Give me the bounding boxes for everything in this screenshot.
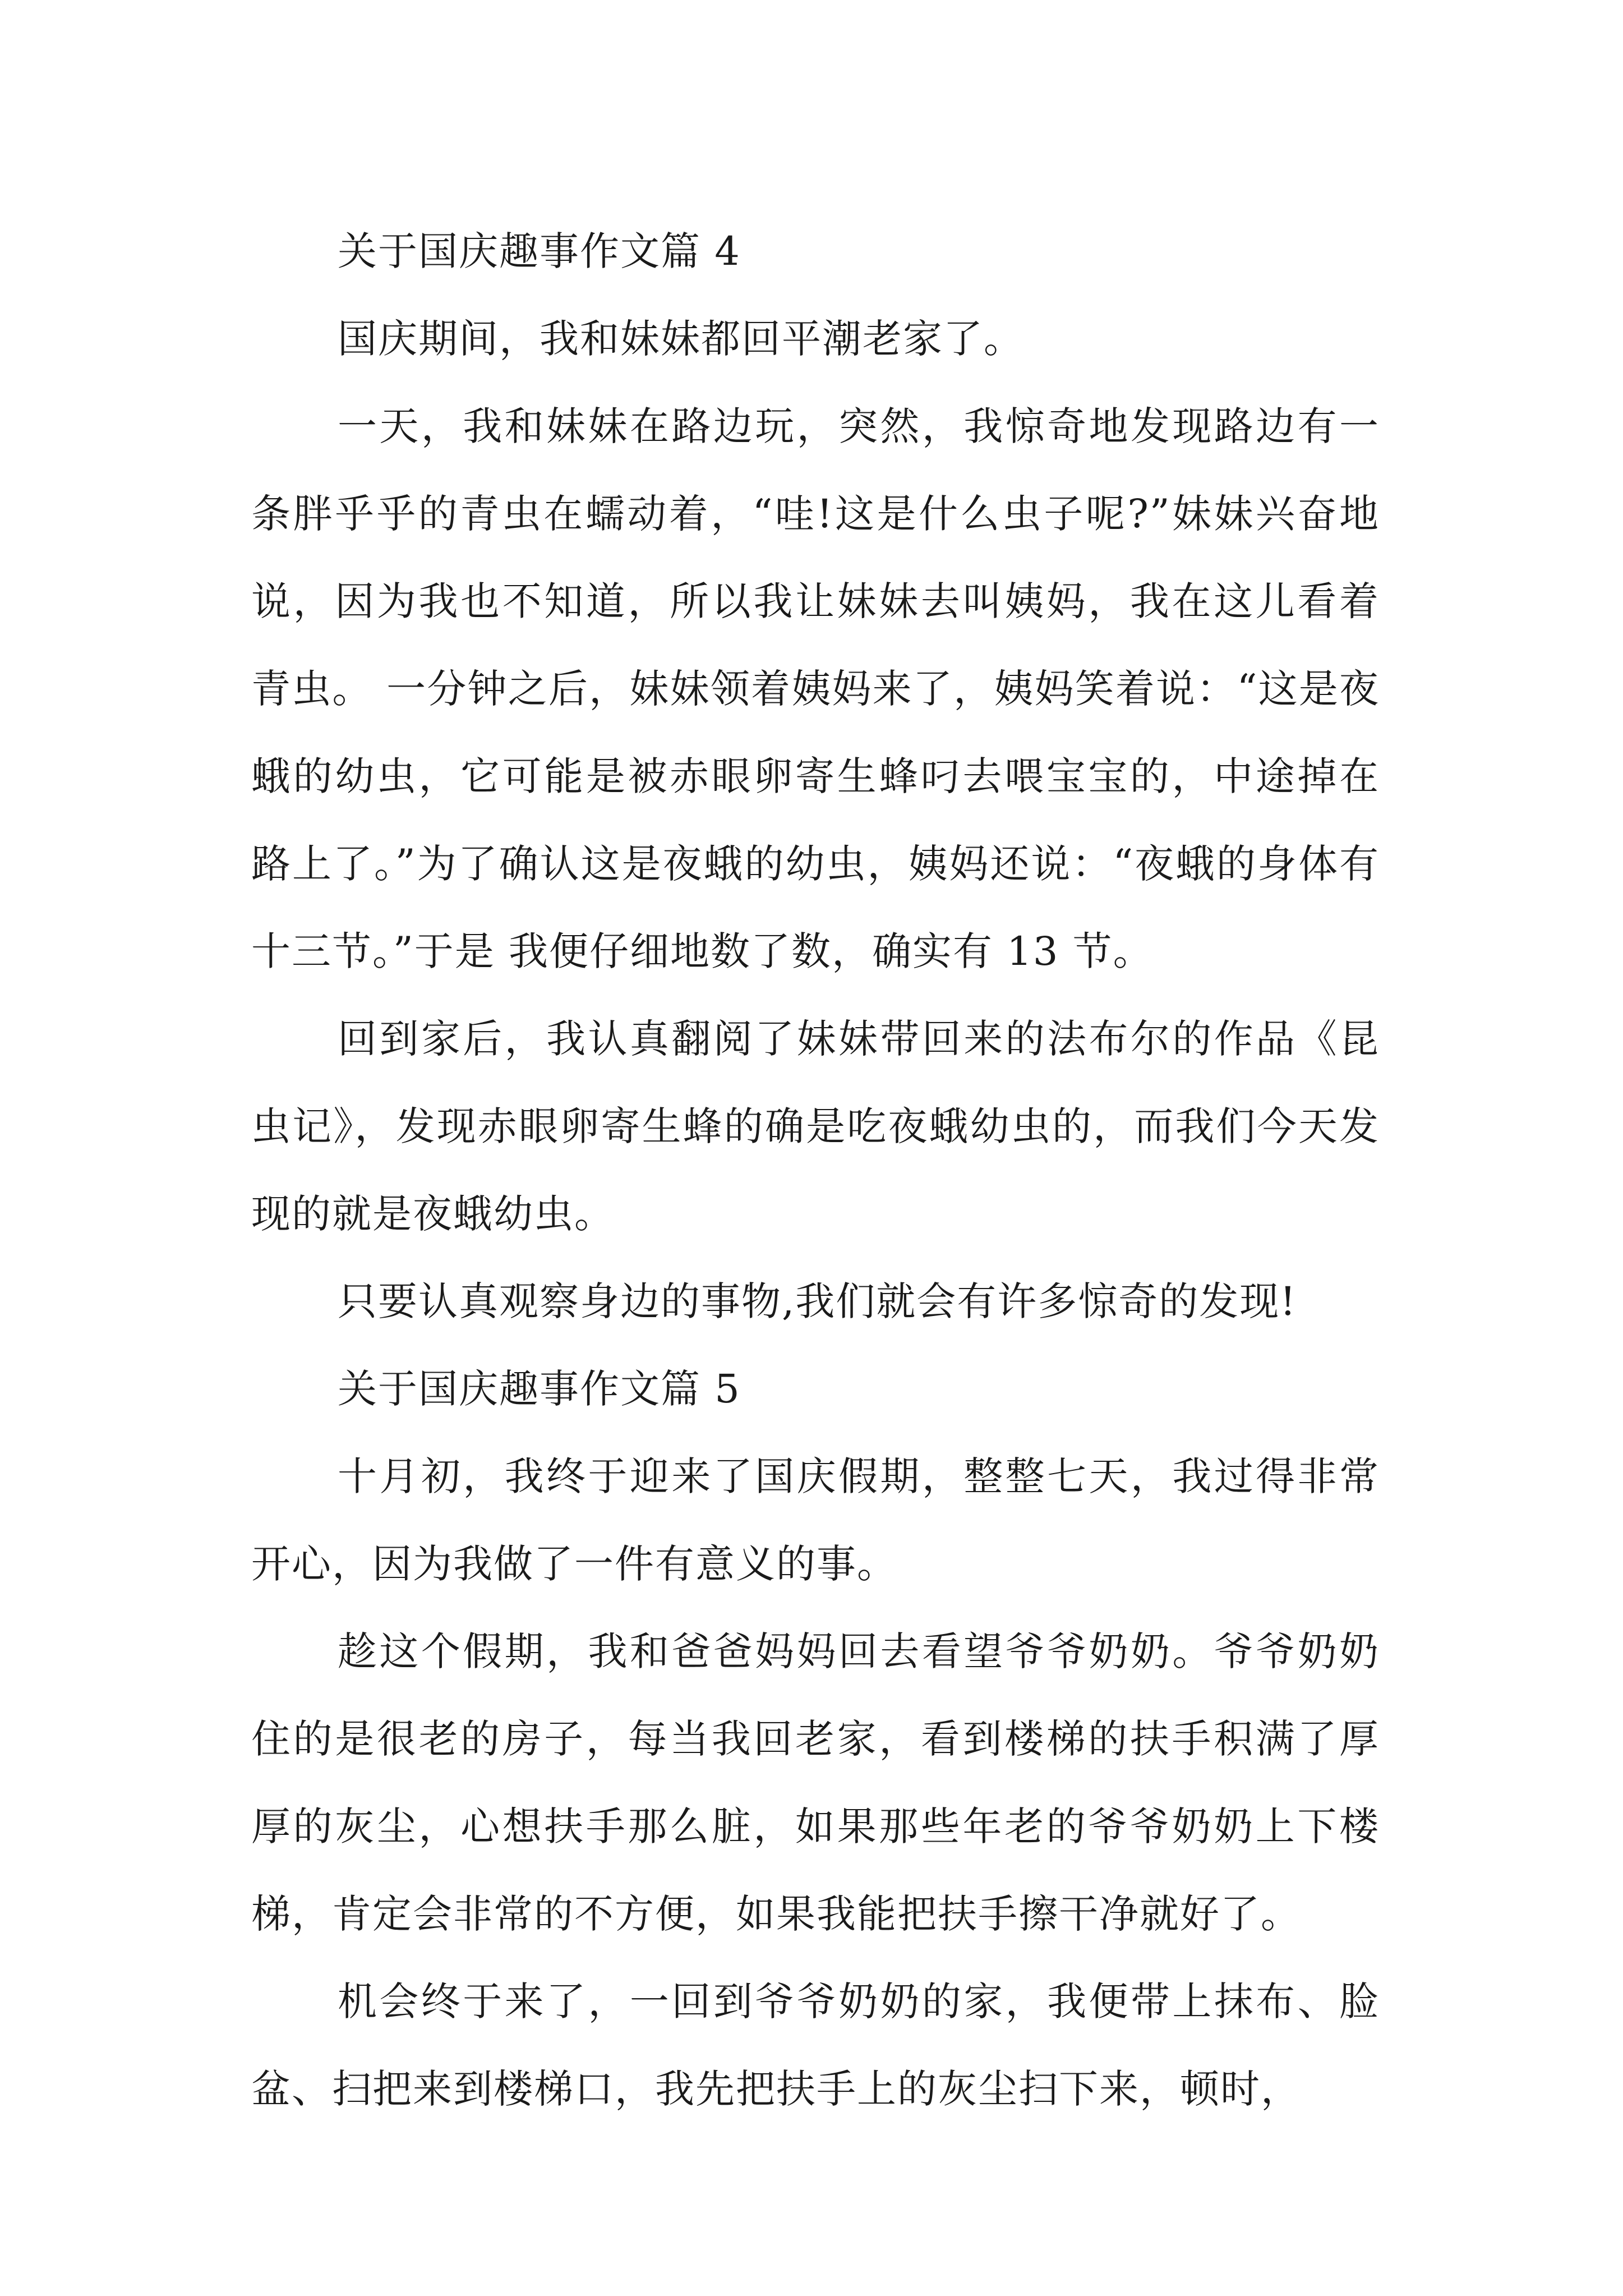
paragraph: 国庆期间，我和妹妹都回平潮老家了。 (338, 316, 1024, 362)
paragraph: 只要认真观察身边的事物,我们就会有许多惊奇的发现! (338, 1278, 1297, 1324)
section-heading-4: 关于国庆趣事作文篇 4 (338, 228, 741, 274)
paragraph: 一天，我和妹妹在路边玩，突然，我惊奇地发现路边有一条胖乎乎的青虫在蠕动着，“哇!这是什么虫子呢?”妹妹兴奋地说，因为我也不知道，所以我让妹妹去叫姨妈，我在这儿看着青虫。 一分钟之后，妹妹领着姨妈来了，姨妈笑着说：“这是夜蛾的幼虫，它可能是被赤眼卵寄生蜂叼去喂宝宝的，中途掉在路上了。”为了确认这是夜蛾的幼虫，姨妈还说：“夜蛾的身体有十三节。”于是 我便仔细地数了数，确实有 13 节。 (251, 403, 1380, 974)
paragraph: 回到家后，我认真翻阅了妹妹带回来的法布尔的作品《昆虫记》，发现赤眼卵寄生蜂的确是吃夜蛾幼虫的，而我们今天发现的就是夜蛾幼虫。 (251, 1016, 1380, 1237)
paragraph: 机会终于来了，一回到爷爷奶奶的家，我便带上抹布、脸盆、扫把来到楼梯口，我先把扶手上的灰尘扫下来，顿时， (251, 1978, 1380, 2112)
paragraph: 趁这个假期，我和爸爸妈妈回去看望爷爷奶奶。爷爷奶奶住的是很老的房子，每当我回老家，看到楼梯的扶手积满了厚厚的灰尘，心想扶手那么脏，如果那些年老的爷爷奶奶上下楼梯，肯定会非常的不方便，如果我能把扶手擦干净就好了。 (251, 1628, 1380, 1937)
section-heading-5: 关于国庆趣事作文篇 5 (338, 1366, 741, 1412)
paragraph: 十月初，我终于迎来了国庆假期，整整七天，我过得非常开心，因为我做了一件有意义的事。 (251, 1453, 1380, 1587)
document-body (251, 208, 1380, 2133)
